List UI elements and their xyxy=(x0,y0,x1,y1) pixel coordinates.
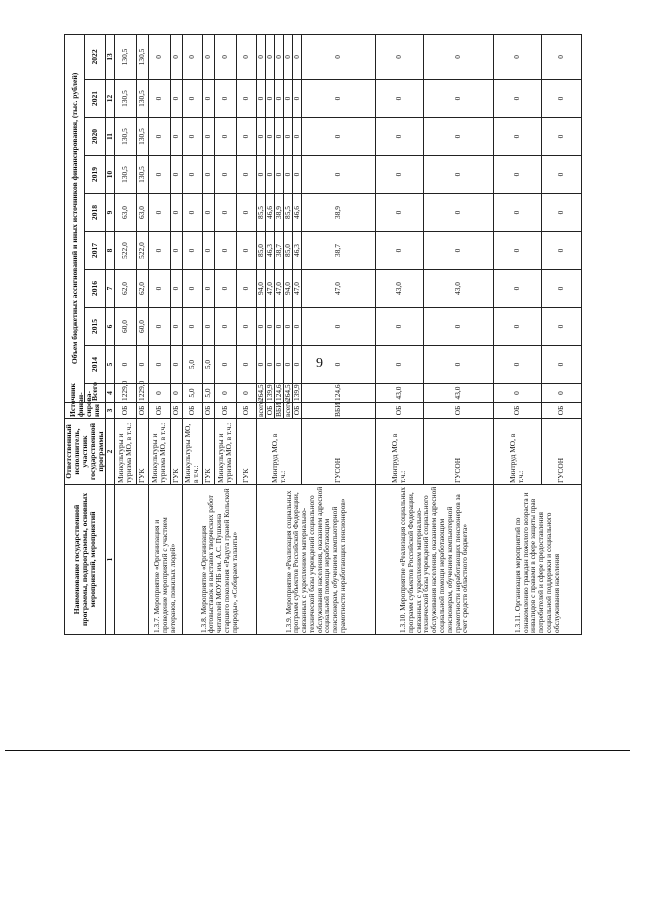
value-cell: 5,0 xyxy=(202,384,214,403)
index-cell: 5 xyxy=(105,346,114,384)
row-name xyxy=(114,485,148,635)
header-name: Наименование государственной программы, подпрограммы, основных мероприятий, мероприятий xyxy=(65,485,106,635)
header-year: 2017 xyxy=(85,232,105,270)
value-cell: 0 xyxy=(283,118,292,156)
value-cell: 522,0 xyxy=(114,232,136,270)
value-cell: 0 xyxy=(375,232,423,270)
value-cell: 0 xyxy=(148,346,170,384)
value-cell: 0 xyxy=(375,80,423,118)
row-executor: Минкультуры МО, в т.ч.: xyxy=(182,419,202,485)
value-cell: 0 xyxy=(148,194,170,232)
value-cell: 0 xyxy=(214,308,236,346)
value-cell: 0 xyxy=(236,346,256,384)
row-executor: Минтруд МО, в т.ч.: xyxy=(375,419,423,485)
value-cell: 0 xyxy=(423,34,493,79)
row-source: ОБ xyxy=(214,403,236,419)
value-cell: 0 xyxy=(423,80,493,118)
value-cell: 5,0 xyxy=(182,384,202,403)
value-cell: 1229,0 xyxy=(114,384,136,403)
header-year: 2016 xyxy=(85,270,105,308)
value-cell: 38,9 xyxy=(301,194,375,232)
value-cell: 47,0 xyxy=(265,270,274,308)
value-cell: 0 xyxy=(236,156,256,194)
header-year: 2019 xyxy=(85,156,105,194)
value-cell: 38,7 xyxy=(274,232,283,270)
header-year: 2015 xyxy=(85,308,105,346)
value-cell: 0 xyxy=(292,118,301,156)
value-cell: 0 xyxy=(274,34,283,79)
value-cell: 63,0 xyxy=(114,194,136,232)
row-source: ВБИ xyxy=(301,403,375,419)
value-cell: 0 xyxy=(182,194,202,232)
value-cell: 0 xyxy=(256,156,265,194)
table-row xyxy=(375,34,423,634)
row-source: ОБ xyxy=(375,403,423,419)
value-cell: 0 xyxy=(493,194,541,232)
value-cell: 0 xyxy=(214,194,236,232)
value-cell: 5,0 xyxy=(182,346,202,384)
value-cell: 0 xyxy=(202,270,214,308)
row-executor: ГУСОН xyxy=(541,419,581,485)
value-cell: 43,0 xyxy=(423,384,493,403)
row-source: ВБИ xyxy=(273,402,283,417)
index-cell: 6 xyxy=(105,308,114,346)
row-source: ОБ xyxy=(541,403,581,419)
row-executor: ГУК xyxy=(202,419,214,485)
value-cell: 0 xyxy=(202,194,214,232)
value-cell: 0 xyxy=(214,118,236,156)
row-source: ОБ xyxy=(236,403,256,419)
value-cell: 0 xyxy=(170,34,182,79)
value-cell: 0 xyxy=(493,80,541,118)
header-year: 2021 xyxy=(85,80,105,118)
value-cell: 0 xyxy=(274,308,283,346)
value-cell: 85,5 xyxy=(283,194,292,232)
value-cell: 0 xyxy=(292,156,301,194)
value-cell: 0 xyxy=(493,118,541,156)
row-name: 1.3.8. Мероприятие «Организация фотовыставок и выставок творческих работ читателей МОУНБ им. А.С. Пушкина старшего поколения «Радуга граней Кольской природы», «Собираем таланты» xyxy=(182,485,256,635)
table-row xyxy=(148,34,170,634)
value-cell: 85,5 xyxy=(256,194,265,232)
value-cell: 124,6 xyxy=(301,384,375,403)
rotated-table-content xyxy=(64,35,619,635)
value-cell: 0 xyxy=(292,346,301,384)
row-source: ОБ xyxy=(202,403,214,419)
value-cell: 0 xyxy=(375,118,423,156)
value-cell: 264,5 xyxy=(282,384,292,401)
value-cell: 0 xyxy=(541,194,581,232)
value-cell: 0 xyxy=(236,384,256,403)
value-cell: 0 xyxy=(182,232,202,270)
value-cell: 0 xyxy=(256,346,265,384)
value-cell: 0 xyxy=(182,34,202,79)
value-cell: 0 xyxy=(265,346,274,384)
value-cell: 130,5 xyxy=(136,118,148,156)
value-cell: 0 xyxy=(283,34,292,79)
value-cell: 130,5 xyxy=(114,156,136,194)
value-cell: 0 xyxy=(493,308,541,346)
value-cell: 0 xyxy=(375,346,423,384)
value-cell: 0 xyxy=(423,232,493,270)
value-cell: 0 xyxy=(256,118,265,156)
index-cell: 10 xyxy=(105,156,114,194)
row-executor: Минкультуры и туризма МО, в т.ч.: xyxy=(148,419,170,485)
index-cell: 1 xyxy=(105,485,114,635)
value-cell: 0 xyxy=(170,118,182,156)
index-cell: 12 xyxy=(105,80,114,118)
value-cell: 0 xyxy=(148,308,170,346)
value-cell: 0 xyxy=(214,34,236,79)
value-cell: 0 xyxy=(423,194,493,232)
value-cell: 0 xyxy=(214,346,236,384)
value-cell: 85,0 xyxy=(256,232,265,270)
value-cell: 0 xyxy=(541,232,581,270)
row-source: ОБ xyxy=(493,403,541,419)
value-cell: 0 xyxy=(202,308,214,346)
value-cell: 0 xyxy=(423,156,493,194)
row-source: всего: xyxy=(282,398,292,417)
value-cell: 46,6 xyxy=(265,194,274,232)
value-cell: 0 xyxy=(214,156,236,194)
value-cell: 0 xyxy=(148,118,170,156)
value-cell: 47,0 xyxy=(301,270,375,308)
value-cell: 139,9 xyxy=(291,384,301,401)
page-number: 9 xyxy=(316,356,323,371)
value-cell: 43,0 xyxy=(423,270,493,308)
value-cell: 1229,0 xyxy=(137,380,147,401)
value-cell: 62,0 xyxy=(114,270,136,308)
value-cell: 0 xyxy=(375,156,423,194)
row-executor: ГУСОН xyxy=(423,419,493,485)
value-cell: 0 xyxy=(182,308,202,346)
value-cell: 0 xyxy=(202,80,214,118)
value-cell: 43,0 xyxy=(375,384,423,403)
value-cell: 46,3 xyxy=(292,232,301,270)
value-cell: 0 xyxy=(375,34,423,79)
header-volume: Объем бюджетных ассигнований и иных источников финансирования, (тыс. рублей) xyxy=(65,34,85,402)
value-cell: 0 xyxy=(541,308,581,346)
value-cell: 130,5 xyxy=(136,34,148,79)
index-cell: 13 xyxy=(105,34,114,79)
value-cell: 0 xyxy=(214,232,236,270)
row-name: 1.3.11. Организация мероприятий по ознакомлению граждан пожилого возраста и инвалидов с правами в сфере защиты прав потребителей и сфере предоставления социальной поддержки и социального обслуживания населения xyxy=(493,485,581,635)
value-cell: 0 xyxy=(214,80,236,118)
value-cell: 0 xyxy=(301,156,375,194)
value-cell: 0 xyxy=(265,80,274,118)
value-cell: 94,0 xyxy=(283,270,292,308)
value-cell: 0 xyxy=(265,308,274,346)
value-cell: 0 xyxy=(236,270,256,308)
row-executor: ГУСОН xyxy=(301,419,375,485)
horizontal-rule xyxy=(5,750,630,751)
table-row xyxy=(493,34,541,634)
value-cell: 0 xyxy=(170,384,182,403)
value-cell: 0 xyxy=(274,118,283,156)
value-cell: 0 xyxy=(114,346,136,384)
value-cell: 0 xyxy=(292,308,301,346)
header-year: 2018 xyxy=(85,194,105,232)
row-source: ОБ xyxy=(114,403,136,419)
value-cell: 5,0 xyxy=(202,346,214,384)
row-source: ОБ xyxy=(292,403,301,419)
index-cell: 3 xyxy=(105,403,114,419)
value-cell: 43,0 xyxy=(375,270,423,308)
value-cell: 0 xyxy=(265,34,274,79)
value-cell: 0 xyxy=(148,34,170,79)
value-cell: 0 xyxy=(375,194,423,232)
value-cell: 0 xyxy=(182,80,202,118)
value-cell: 0 xyxy=(170,232,182,270)
row-executor: ГУК xyxy=(170,419,182,485)
header-total: Всего xyxy=(85,384,105,403)
value-cell: 0 xyxy=(236,118,256,156)
value-cell: 0 xyxy=(274,80,283,118)
row-name: 1.3.7. Мероприятие «Организация и проведение мероприятий с участием ветеранов, пожилых людей» xyxy=(148,485,182,635)
table-row xyxy=(182,34,202,634)
value-cell: 0 xyxy=(541,156,581,194)
value-cell: 0 xyxy=(265,156,274,194)
budget-table xyxy=(64,34,582,635)
row-name: 1.3.10. Мероприятие «Реализация социальных программ субъектов Российской Федерации, связанных с укреплением материально-технической базы учреждений социального обслуживания населения, оказанием адресной социальной помощи неработающим пенсионерам, обучением компьютерной грамотности неработающих пенсионеров за счет средств областного бюджета» xyxy=(375,485,493,635)
row-source: всего: xyxy=(255,398,265,417)
value-cell: 0 xyxy=(493,384,541,403)
value-cell: 0 xyxy=(170,156,182,194)
value-cell: 130,5 xyxy=(114,118,136,156)
header-year: 2020 xyxy=(85,118,105,156)
value-cell: 0 xyxy=(170,80,182,118)
value-cell: 0 xyxy=(265,118,274,156)
value-cell: 0 xyxy=(541,80,581,118)
value-cell: 94,0 xyxy=(256,270,265,308)
value-cell: 0 xyxy=(274,346,283,384)
value-cell: 63,0 xyxy=(136,194,148,232)
value-cell: 130,5 xyxy=(114,80,136,118)
row-executor: Минкультуры и туризма МО, в т.ч.: xyxy=(214,419,236,485)
value-cell: 0 xyxy=(148,232,170,270)
value-cell: 0 xyxy=(148,156,170,194)
value-cell: 0 xyxy=(493,232,541,270)
value-cell: 264,5 xyxy=(255,384,265,401)
value-cell: 0 xyxy=(541,118,581,156)
value-cell: 0 xyxy=(236,232,256,270)
value-cell: 0 xyxy=(301,308,375,346)
value-cell: 0 xyxy=(256,34,265,79)
value-cell: 0 xyxy=(182,118,202,156)
header-year: 2014 xyxy=(85,346,105,384)
value-cell: 0 xyxy=(148,384,170,403)
value-cell: 85,0 xyxy=(283,232,292,270)
value-cell: 38,7 xyxy=(301,232,375,270)
row-executor: ГУК xyxy=(236,419,256,485)
value-cell: 0 xyxy=(541,346,581,384)
row-executor: Минтруд МО, в т.ч.: xyxy=(493,419,541,485)
row-source: ОБ xyxy=(136,403,148,419)
value-cell: 38,9 xyxy=(274,194,283,232)
value-cell: 0 xyxy=(214,384,236,403)
index-cell: 8 xyxy=(105,232,114,270)
value-cell: 0 xyxy=(292,80,301,118)
value-cell: 0 xyxy=(301,34,375,79)
value-cell: 0 xyxy=(493,156,541,194)
row-name: 1.3.9. Мероприятие «Реализация социальных программ субъектов Российской Федерации, связанных с укреплением материально-технической базы учреждений социального обслуживания населения, оказанием адресной социальной помощи неработающим пенсионерам, обучением компьютерной грамотности неработающих пенсионеров» xyxy=(256,485,375,635)
value-cell: 0 xyxy=(283,80,292,118)
value-cell: 0 xyxy=(283,346,292,384)
rotated-table-area xyxy=(64,5,649,635)
value-cell: 0 xyxy=(170,194,182,232)
value-cell: 124,6 xyxy=(273,384,283,401)
value-cell: 130,5 xyxy=(114,34,136,79)
row-executor: Минкультуры и туризма МО, в т.ч.: xyxy=(114,419,136,485)
value-cell: 0 xyxy=(283,308,292,346)
row-executor: ГУК xyxy=(136,419,148,485)
value-cell: 60,0 xyxy=(136,308,148,346)
value-cell: 0 xyxy=(541,384,581,403)
value-cell: 522,0 xyxy=(136,232,148,270)
value-cell: 0 xyxy=(375,308,423,346)
header-row xyxy=(65,34,85,634)
value-cell: 47,0 xyxy=(274,270,283,308)
value-cell: 0 xyxy=(214,270,236,308)
value-cell: 0 xyxy=(256,80,265,118)
value-cell: 0 xyxy=(283,156,292,194)
value-cell: 0 xyxy=(292,34,301,79)
value-cell: 130,5 xyxy=(136,156,148,194)
value-cell: 0 xyxy=(236,308,256,346)
value-cell: 60,0 xyxy=(114,308,136,346)
value-cell: 0 xyxy=(202,34,214,79)
value-cell: 0 xyxy=(256,308,265,346)
value-cell: 0 xyxy=(301,80,375,118)
value-cell: 0 xyxy=(423,308,493,346)
row-source: ОБ xyxy=(148,403,170,419)
value-cell: 0 xyxy=(301,118,375,156)
value-cell: 0 xyxy=(202,118,214,156)
value-cell: 0 xyxy=(136,346,148,384)
value-cell: 0 xyxy=(170,270,182,308)
value-cell: 0 xyxy=(423,118,493,156)
value-cell: 0 xyxy=(274,156,283,194)
table-row xyxy=(114,34,136,634)
row-source: ОБ xyxy=(170,403,182,419)
index-cell: 11 xyxy=(105,118,114,156)
row-source: ОБ xyxy=(423,403,493,419)
value-cell: 0 xyxy=(202,232,214,270)
index-cell: 2 xyxy=(105,419,114,485)
value-cell: 0 xyxy=(182,270,202,308)
index-cell: 7 xyxy=(105,270,114,308)
value-cell: 0 xyxy=(493,34,541,79)
value-cell: 0 xyxy=(236,194,256,232)
value-cell: 62,0 xyxy=(136,270,148,308)
value-cell: 0 xyxy=(493,346,541,384)
value-cell: 46,3 xyxy=(265,232,274,270)
value-cell: 0 xyxy=(148,270,170,308)
value-cell: 46,6 xyxy=(292,194,301,232)
index-cell: 9 xyxy=(105,194,114,232)
table-row xyxy=(256,34,265,634)
row-source: ОБ xyxy=(182,403,202,419)
value-cell: 0 xyxy=(182,156,202,194)
index-row xyxy=(105,34,114,634)
value-cell: 0 xyxy=(301,346,375,384)
index-cell: 4 xyxy=(105,384,114,403)
row-executor: Минтруд МО, в т.ч.: xyxy=(256,419,301,485)
header-executor: Ответственный исполнитель, участник государственной программы xyxy=(65,419,106,485)
value-cell: 0 xyxy=(493,270,541,308)
header-year: 2022 xyxy=(85,34,105,79)
value-cell: 47,0 xyxy=(292,270,301,308)
value-cell: 0 xyxy=(170,346,182,384)
row-source: ОБ xyxy=(265,403,274,419)
value-cell: 0 xyxy=(170,308,182,346)
value-cell: 0 xyxy=(541,34,581,79)
value-cell: 0 xyxy=(423,346,493,384)
value-cell: 0 xyxy=(541,270,581,308)
value-cell: 139,9 xyxy=(264,384,274,401)
value-cell: 0 xyxy=(148,80,170,118)
value-cell: 130,5 xyxy=(136,80,148,118)
value-cell: 0 xyxy=(202,156,214,194)
header-source: Источник финан-сирова-ния xyxy=(65,403,106,419)
value-cell: 0 xyxy=(236,80,256,118)
value-cell: 0 xyxy=(236,34,256,79)
